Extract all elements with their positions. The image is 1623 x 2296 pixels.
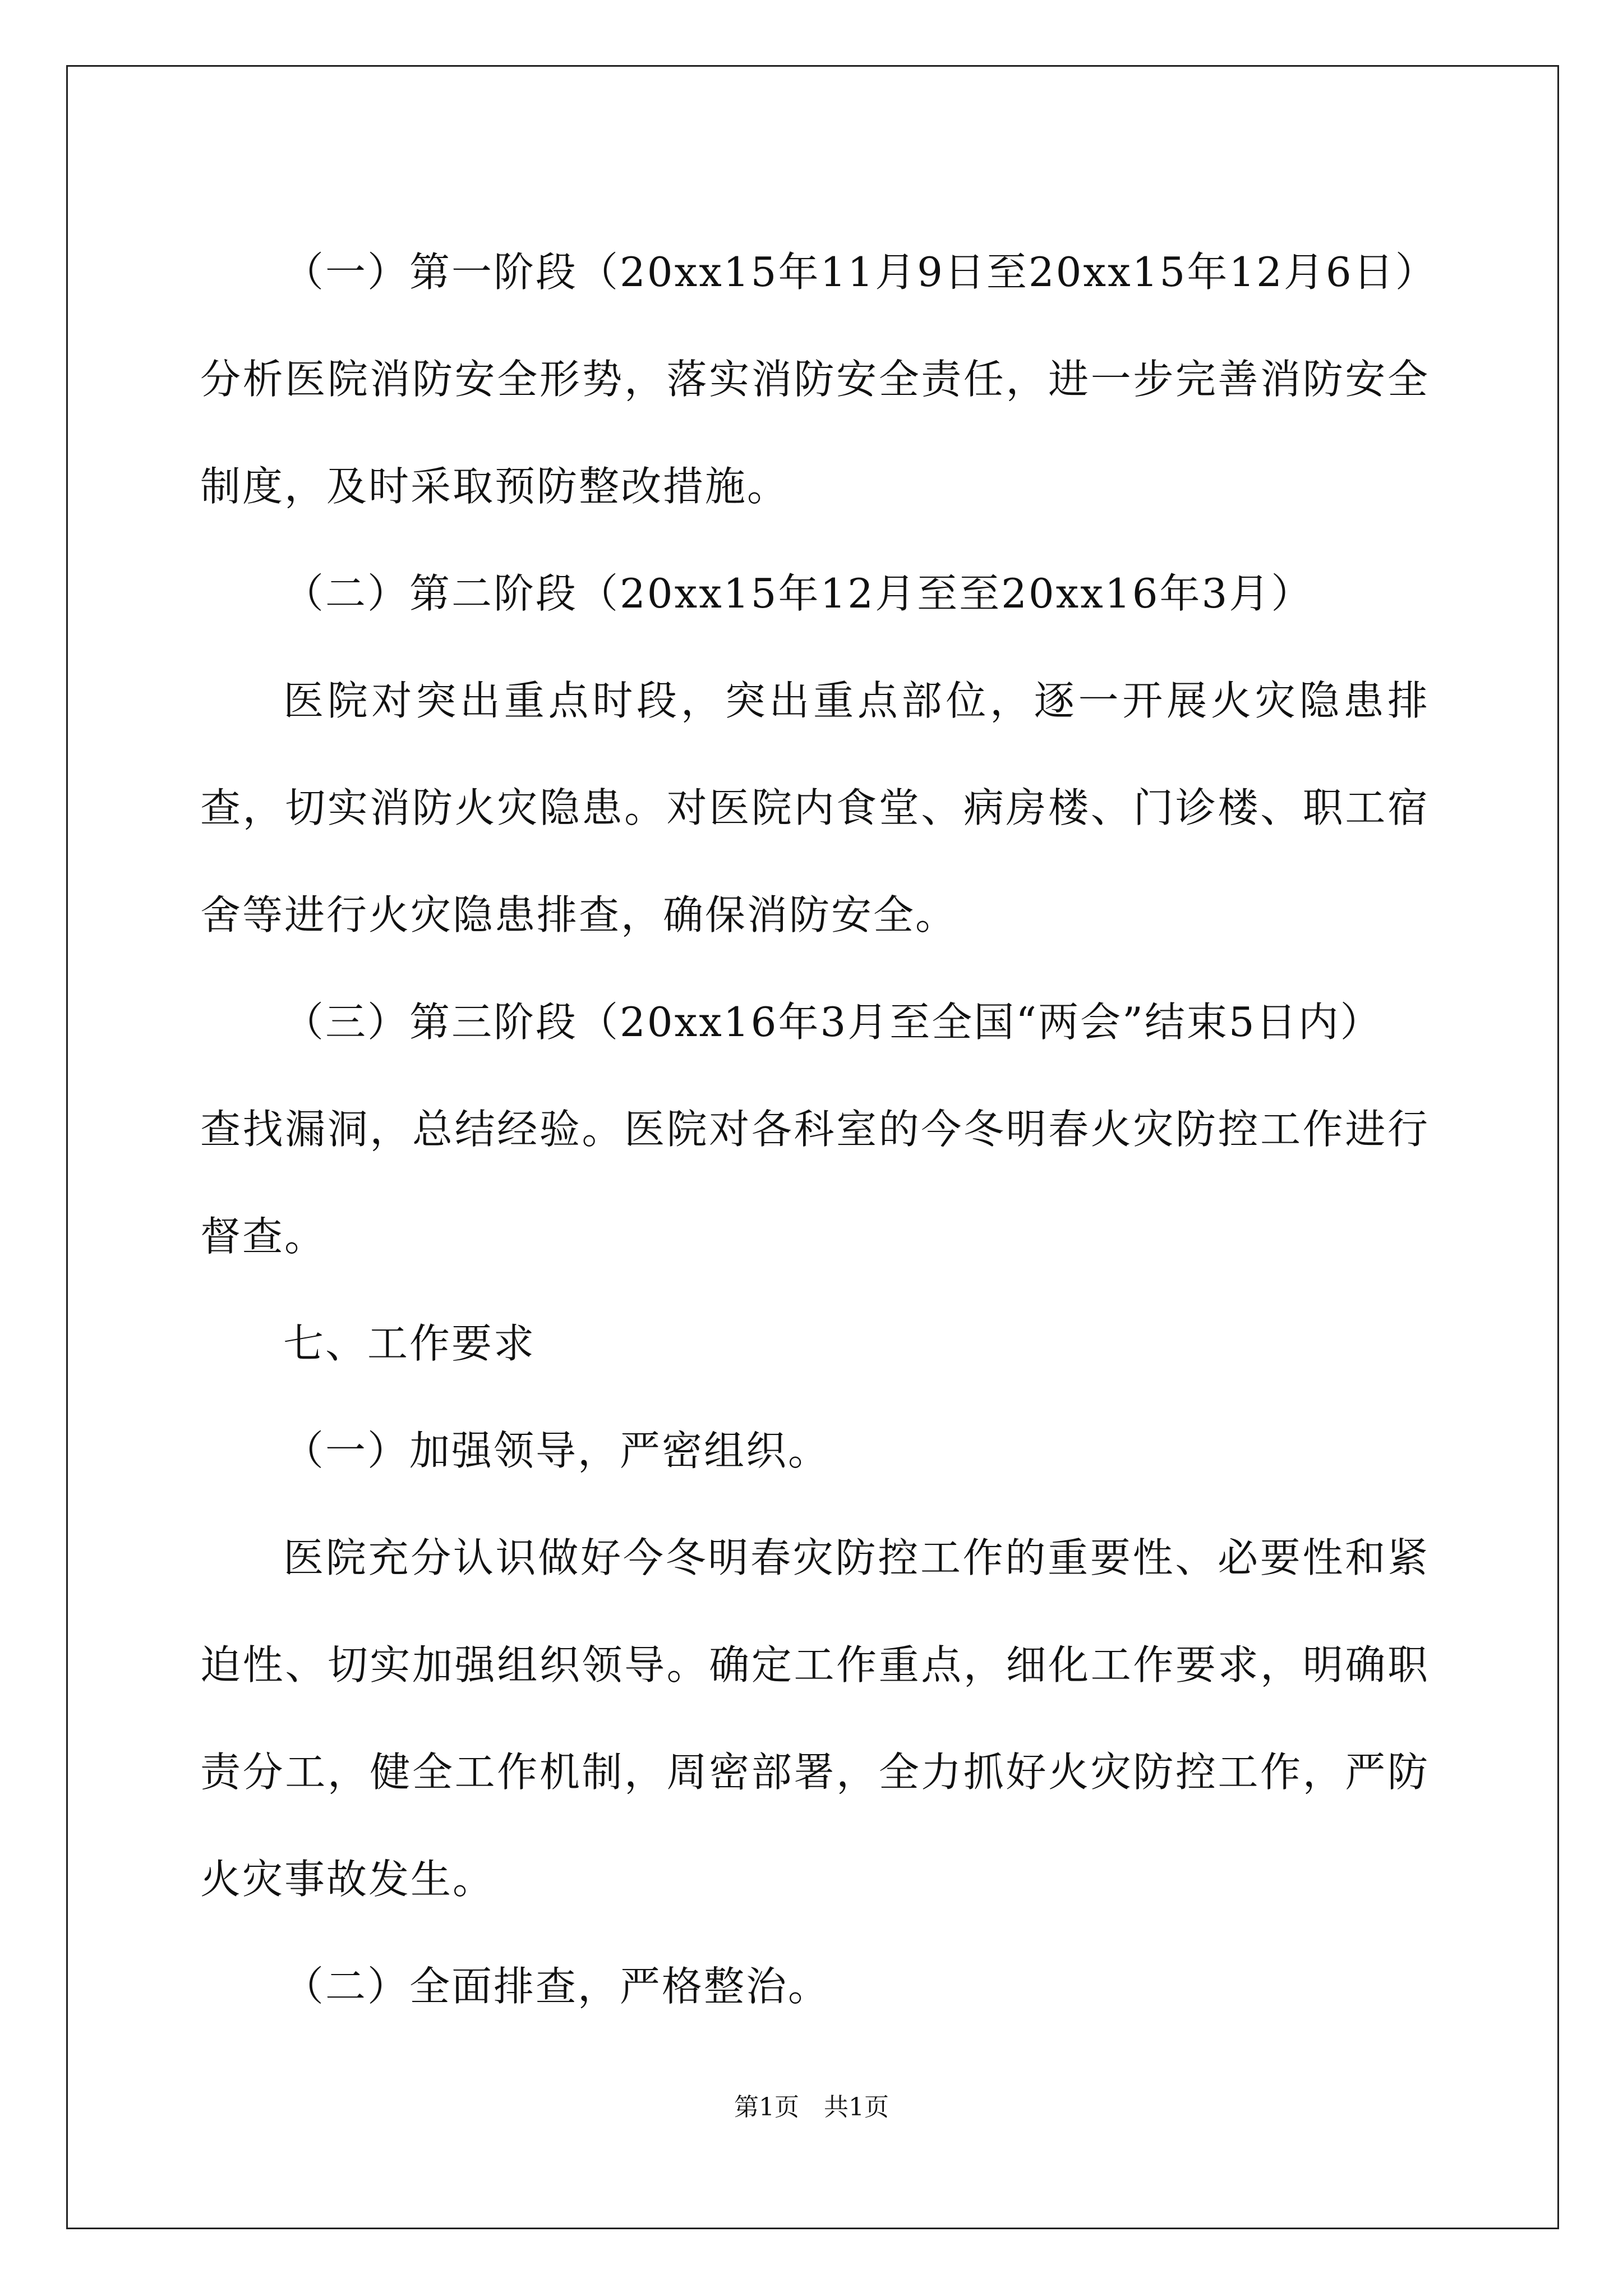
- paragraph-phase-one-body: 分析医院消防安全形势，落实消防安全责任，进一步完善消防安全制度，及时采取预防整改措施。: [200, 356, 1430, 510]
- paragraph-phase-two-heading: （二）第二阶段（20xx15年12月至至20xx16年3月）: [283, 570, 1313, 617]
- paragraph-phase-three-heading: （三）第三阶段（20xx16年3月至全国“两会”结束5日内）: [283, 999, 1382, 1046]
- document-body: [200, 219, 1437, 2040]
- paragraph-phase-two-body: 医院对突出重点时段，突出重点部位，逐一开展火灾隐患排查，切实消防火灾隐患。对医院内食堂、病房楼、门诊楼、职工宿舍等进行火灾隐患排查，确保消防安全。: [200, 677, 1430, 938]
- section-heading-work-requirements: 七、工作要求: [283, 1320, 536, 1367]
- paragraph-phase-one-heading: （一）第一阶段（20xx15年11月9日至20xx15年12月6日）: [283, 249, 1437, 296]
- paragraph-phase-three-body: 查找漏洞，总结经验。医院对各科室的今冬明春火灾防控工作进行督查。: [200, 1106, 1430, 1260]
- page-number-footer: 第1页 共1页: [734, 2093, 889, 2122]
- subheading-leadership: （一）加强领导，严密组织。: [283, 1427, 831, 1474]
- subheading-inspection: （二）全面排查，严格整治。: [283, 1963, 831, 2010]
- paragraph-leadership-body: 医院充分认识做好今冬明春灾防控工作的重要性、必要性和紧迫性、切实加强组织领导。确定工作重点，细化工作要求，明确职责分工，健全工作机制，周密部署，全力抓好火灾防控工作，严防火灾事故发生。: [200, 1534, 1430, 1903]
